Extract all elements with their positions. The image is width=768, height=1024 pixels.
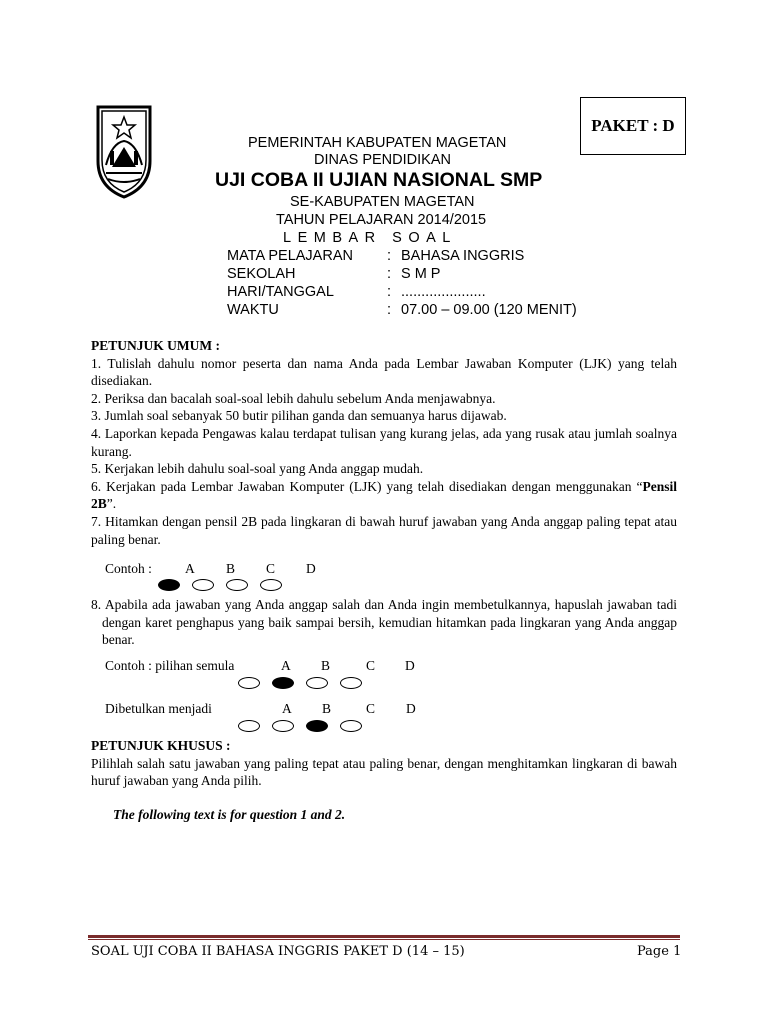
letter-b: B — [322, 701, 332, 716]
kabupaten-magetan-emblem-icon — [92, 103, 156, 199]
answer-bubble — [192, 579, 214, 591]
meta-value: ..................... — [401, 284, 486, 300]
letter-d: D — [306, 561, 316, 576]
general-instructions — [91, 337, 677, 548]
footer-title: SOAL UJI COBA II BAHASA INGGRIS PAKET D (14 – 15) — [91, 944, 465, 959]
meta-colon: : — [387, 266, 392, 282]
answer-bubble — [306, 677, 328, 689]
header-department: DINAS PENDIDIKAN — [314, 152, 451, 168]
general-instructions-heading: PETUNJUK UMUM : — [91, 338, 220, 353]
header-lembar-soal: LEMBAR SOAL — [283, 230, 457, 246]
header-government: PEMERINTAH KABUPATEN MAGETAN — [248, 135, 507, 151]
letter-c: C — [366, 658, 376, 673]
close-quote: ”. — [106, 496, 117, 512]
letter-c: C — [266, 561, 276, 576]
answer-bubble — [226, 579, 248, 591]
letter-b: B — [226, 561, 236, 576]
letter-a: A — [281, 658, 291, 673]
footer-rule-thin — [88, 939, 680, 940]
passage-intro: The following text is for question 1 and 2. — [113, 807, 346, 822]
meta-label: SEKOLAH — [227, 266, 296, 282]
letter-c: C — [366, 701, 376, 716]
page-number: 1 — [673, 944, 682, 959]
specific-instructions-heading: PETUNJUK KHUSUS : — [91, 738, 231, 753]
instruction-item-6 — [91, 478, 677, 513]
document-title: UJI COBA II UJIAN NASIONAL SMP — [215, 169, 543, 191]
header-region: SE-KABUPATEN MAGETAN — [290, 194, 475, 210]
answer-bubble — [238, 720, 260, 732]
answer-bubble — [238, 677, 260, 689]
meta-colon: : — [387, 302, 392, 318]
instruction-item: 4. Laporkan kepada Pengawas kalau terdapat tulisan yang kurang jelas, ada yang rusak atau jumlah soalnya kurang. — [91, 425, 677, 459]
meta-label: MATA PELAJARAN — [227, 248, 353, 264]
meta-colon: : — [387, 248, 392, 264]
instruction-item: 7. Hitamkan dengan pensil 2B pada lingkaran di bawah huruf jawaban yang Anda anggap paling tepat atau paling benar. — [91, 513, 677, 547]
example-original-label: Contoh : pilihan semula — [105, 658, 235, 673]
meta-value: 07.00 – 09.00 (120 MENIT) — [401, 302, 577, 318]
answer-bubble — [340, 720, 362, 732]
instruction-item: 3. Jumlah soal sebanyak 50 butir pilihan ganda dan semuanya harus dijawab. — [91, 408, 507, 424]
meta-value: BAHASA INGGRIS — [401, 248, 525, 264]
meta-label: HARI/TANGGAL — [227, 284, 334, 300]
answer-bubble-filled — [272, 677, 294, 689]
instruction-item-8: 8. Apabila ada jawaban yang Anda anggap salah dan Anda ingin membetulkannya, hapuslah jawaban tadi dengan karet penghapus yang baik sampai bersih, kemudian hitamkan pada lingkaran yang Anda anggap benar. — [91, 597, 677, 648]
answer-bubble — [340, 677, 362, 689]
letter-d: D — [405, 658, 415, 673]
answer-bubble — [260, 579, 282, 591]
page-label: Page — [637, 944, 669, 959]
footer-rule-thick — [88, 935, 680, 938]
answer-bubble-filled — [306, 720, 328, 732]
meta-label: WAKTU — [227, 302, 279, 318]
paket-label: PAKET : D — [580, 97, 686, 155]
example-corrected-label: Dibetulkan menjadi — [105, 701, 212, 716]
header-school-year: TAHUN PELAJARAN 2014/2015 — [276, 212, 487, 228]
pencil-type: Pensil 2B — [91, 478, 678, 512]
instruction-item: 2. Periksa dan bacalah soal-soal lebih dahulu sebelum Anda menjawabnya. — [91, 390, 496, 406]
letter-d: D — [406, 701, 416, 716]
meta-value: S M P — [401, 266, 441, 282]
open-quote: “ — [636, 478, 643, 494]
footer-page-number — [637, 944, 681, 959]
instruction-item-6-text: 6. Kerjakan pada Lembar Jawaban Komputer (LJK) yang telah disediakan dengan menggunakan — [91, 478, 632, 494]
instruction-item: 5. Kerjakan lebih dahulu soal-soal yang Anda anggap mudah. — [91, 461, 424, 477]
instruction-item: 1. Tulislah dahulu nomor peserta dan nama Anda pada Lembar Jawaban Komputer (LJK) yang telah disediakan. — [91, 355, 677, 389]
letter-a: A — [282, 701, 292, 716]
letter-b: B — [321, 658, 331, 673]
specific-instructions-text: Pilihlah salah satu jawaban yang paling tepat atau paling benar, dengan menghitamkan lingkaran di bawah huruf jawaban yang Anda pilih. — [91, 755, 677, 789]
specific-instructions — [91, 737, 677, 790]
answer-bubble — [272, 720, 294, 732]
meta-colon: : — [387, 284, 392, 300]
answer-bubble-filled — [158, 579, 180, 591]
example-label: Contoh : — [105, 561, 152, 576]
letter-a: A — [185, 561, 195, 576]
